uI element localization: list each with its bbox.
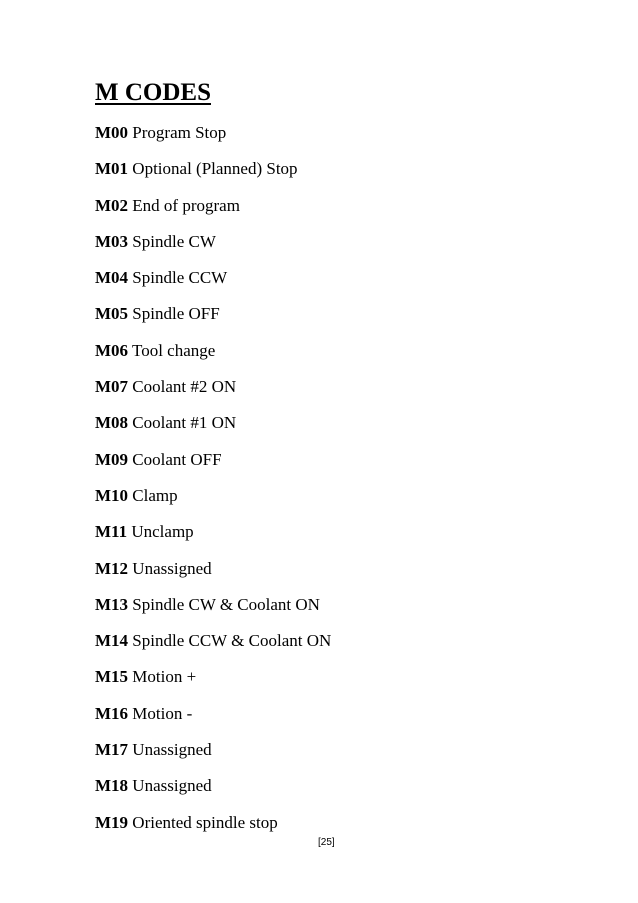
code-description: Oriented spindle stop (132, 812, 278, 832)
code-id: M07 (95, 377, 129, 397)
code-description: Spindle CW (132, 231, 216, 251)
code-description: Spindle OFF (132, 304, 220, 324)
code-id: M16 (95, 703, 129, 723)
code-description: Spindle CCW & Coolant ON (132, 631, 332, 651)
code-row (95, 158, 331, 194)
code-description: Coolant #2 ON (132, 377, 237, 397)
code-row (95, 739, 331, 775)
code-id: M12 (95, 558, 129, 578)
code-description: Clamp (132, 485, 178, 505)
code-row (95, 630, 331, 666)
code-id: M05 (95, 304, 129, 324)
code-id: M17 (95, 740, 129, 760)
code-row (95, 195, 331, 231)
code-id: M08 (95, 413, 129, 433)
code-description: Optional (Planned) Stop (132, 159, 298, 179)
code-description: Spindle CW & Coolant ON (132, 594, 320, 614)
code-description: Unassigned (132, 740, 212, 760)
code-row (95, 449, 331, 485)
code-description: Coolant #1 ON (132, 413, 237, 433)
code-description: Program Stop (132, 123, 227, 142)
page-title: M CODES (95, 79, 211, 106)
code-row (95, 703, 331, 739)
code-description: Tool change (132, 340, 216, 360)
code-id: M01 (95, 159, 129, 179)
code-description: Motion - (132, 703, 193, 723)
code-description: Unclamp (131, 522, 194, 542)
code-row (95, 412, 331, 448)
code-row (95, 376, 331, 412)
code-row (95, 812, 331, 848)
code-description: Unassigned (132, 776, 212, 796)
code-row (95, 485, 331, 521)
code-row (95, 521, 331, 557)
code-row (95, 340, 331, 376)
code-row (95, 666, 331, 702)
code-id: M06 (95, 340, 129, 360)
code-row (95, 231, 331, 267)
code-id: M14 (95, 631, 129, 651)
code-row (95, 558, 331, 594)
code-id: M11 (95, 522, 128, 542)
code-row (95, 303, 331, 339)
m-code-list (95, 122, 331, 848)
code-description: Coolant OFF (132, 449, 222, 469)
code-id: M03 (95, 231, 129, 251)
code-row (95, 267, 331, 303)
code-id: M15 (95, 667, 129, 687)
code-description: End of program (132, 195, 240, 215)
page-number: [25] (318, 837, 335, 848)
code-description: Unassigned (132, 558, 212, 578)
code-row (95, 775, 331, 811)
code-id: M09 (95, 449, 129, 469)
code-id: M10 (95, 485, 129, 505)
code-id: M04 (95, 268, 129, 288)
code-id: M18 (95, 776, 129, 796)
code-row (95, 122, 331, 158)
code-id: M02 (95, 195, 129, 215)
code-description: Spindle CCW (132, 268, 228, 288)
code-row (95, 594, 331, 630)
code-description: Motion + (132, 667, 197, 687)
code-id: M13 (95, 594, 129, 614)
code-id: M00 (95, 123, 129, 142)
code-id: M19 (95, 812, 129, 832)
